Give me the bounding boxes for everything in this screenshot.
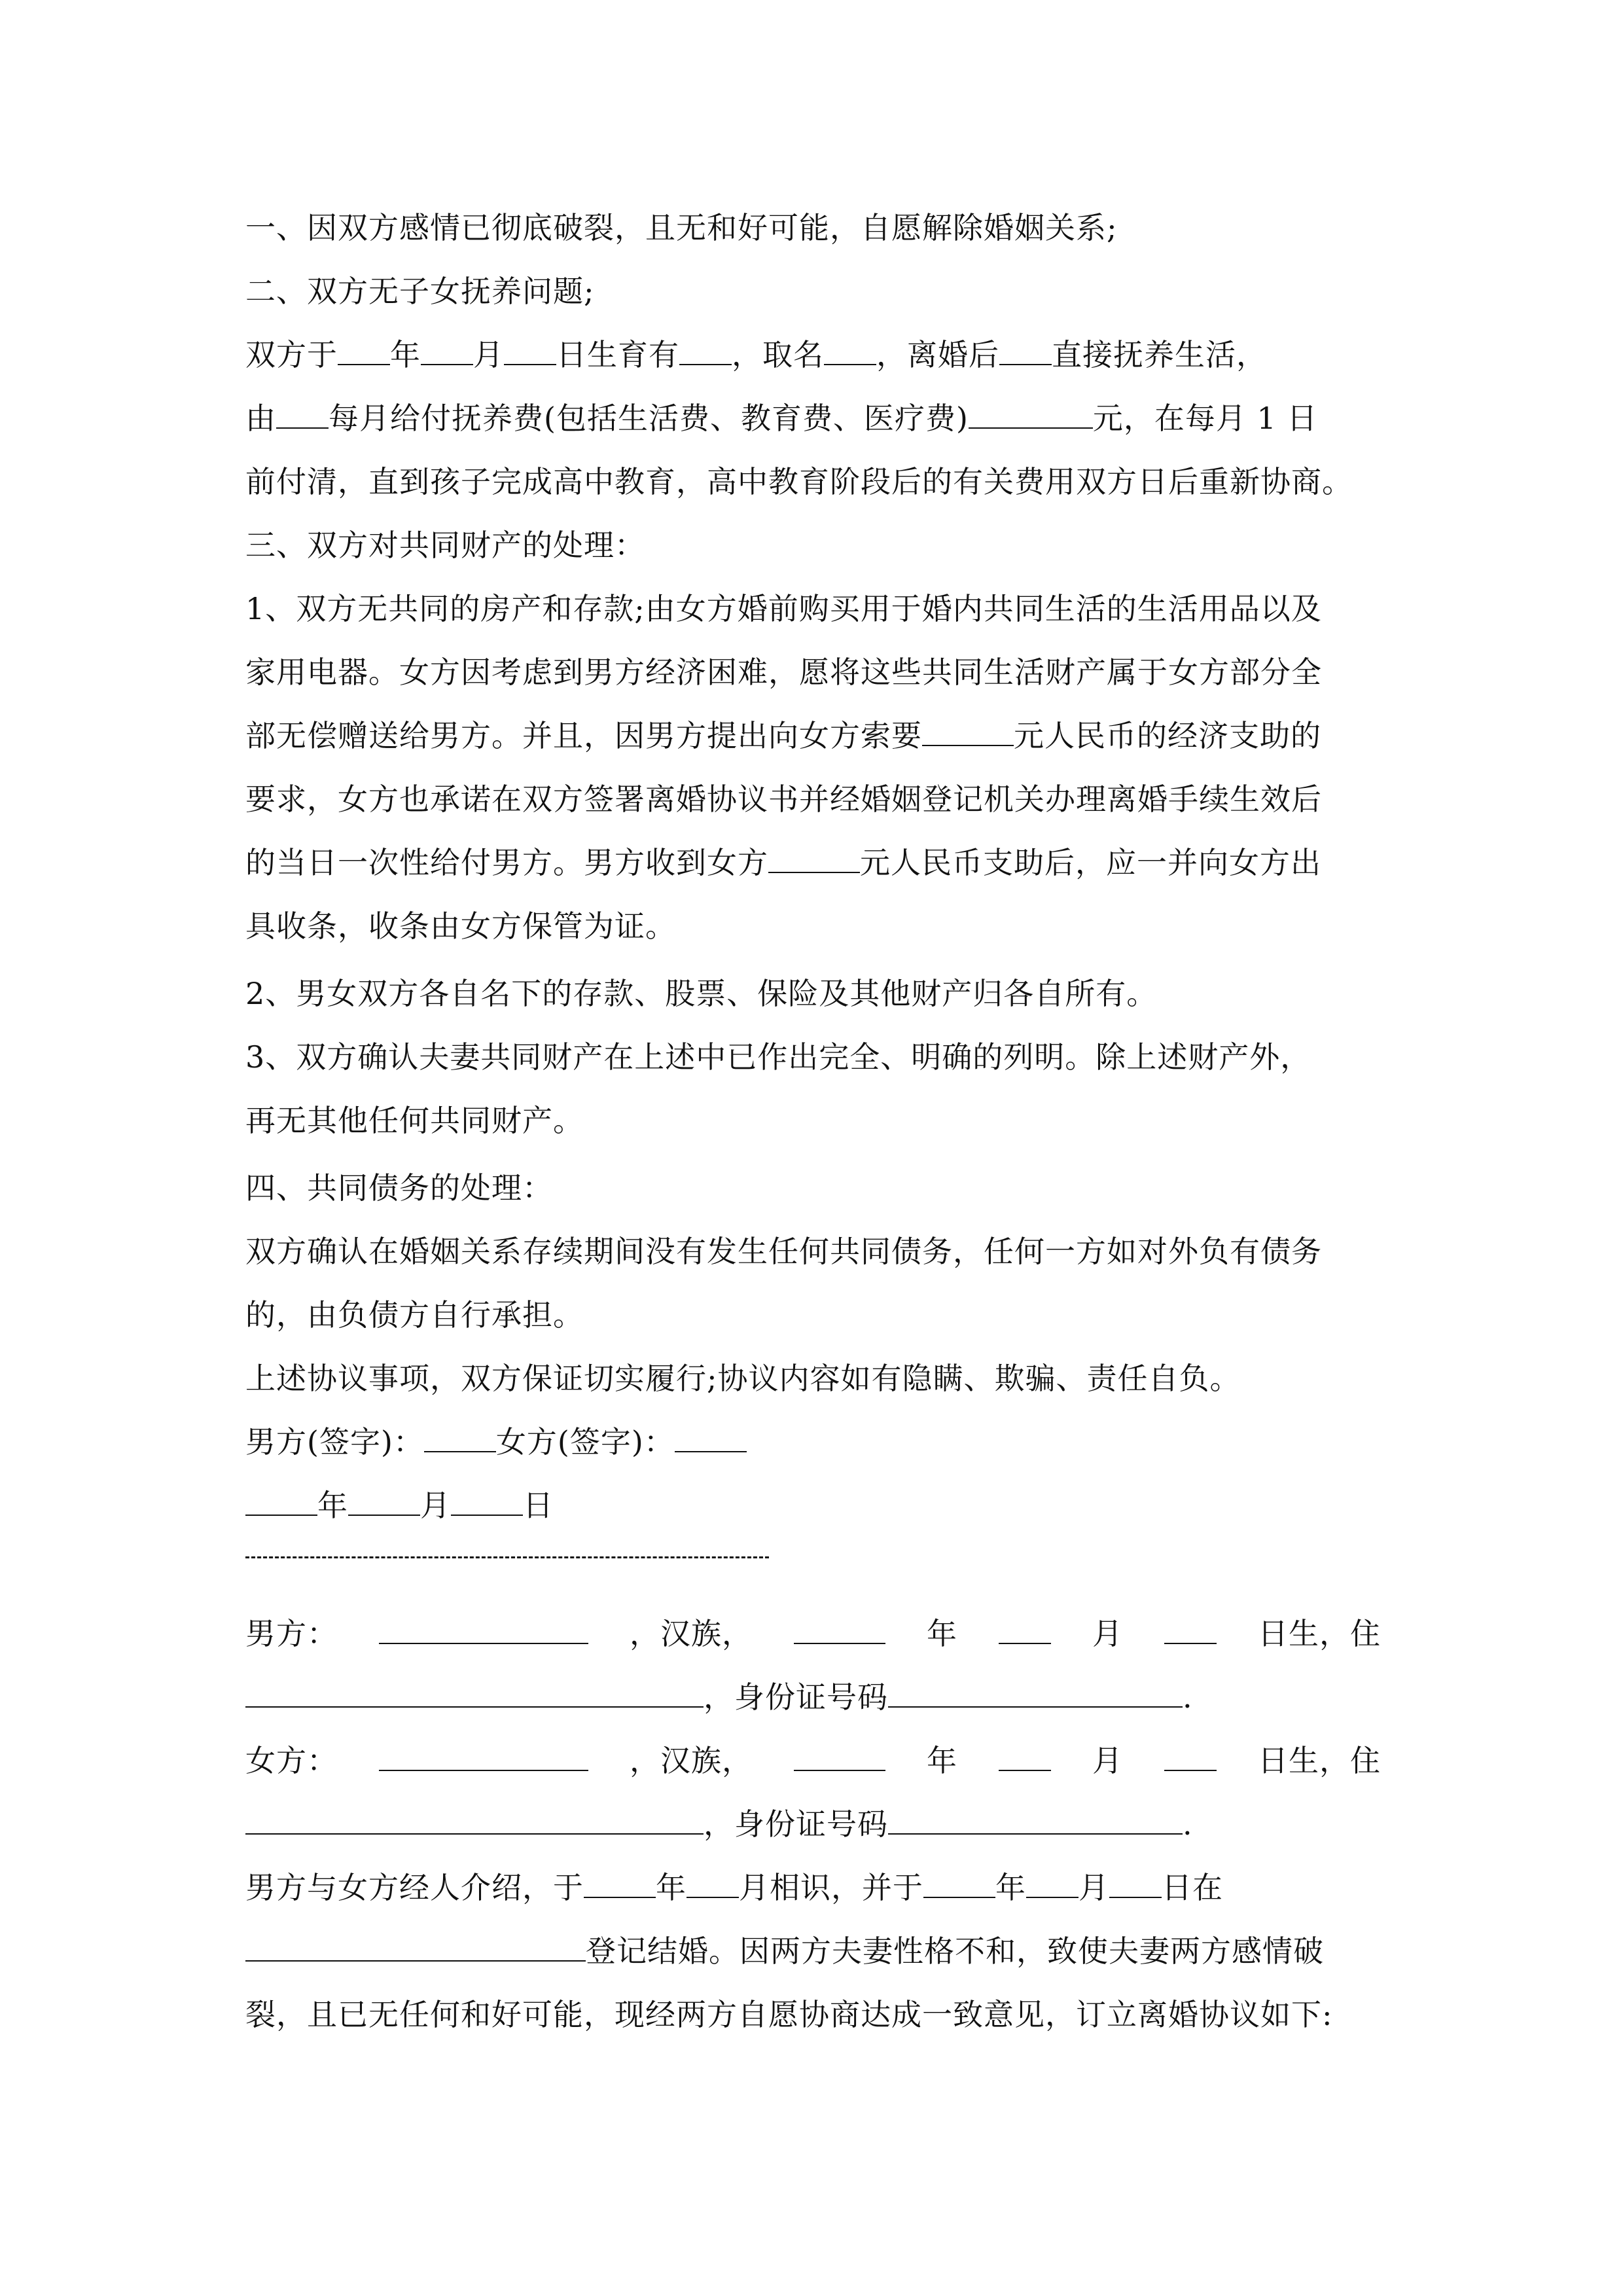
text: 月 <box>1092 1743 1123 1778</box>
text: ，身份证号码 <box>704 1679 888 1715</box>
blank-field[interactable] <box>504 335 556 365</box>
female-name-field[interactable] <box>379 1741 588 1771</box>
month-field[interactable] <box>348 1486 420 1516</box>
text: 部无偿赠送给男方。并且，因男方提出向女方索要 <box>245 718 922 753</box>
text: ，离婚后 <box>876 337 999 372</box>
text: 年 <box>317 1488 348 1523</box>
female-signature-field[interactable] <box>675 1422 747 1452</box>
text: ，汉族， <box>630 1743 753 1778</box>
male-signature-field[interactable] <box>424 1422 496 1452</box>
female-signature-label: 女方(签字)： <box>495 1424 675 1460</box>
text: 月 <box>473 337 504 372</box>
male-id-field[interactable] <box>888 1677 1183 1708</box>
child-support-line-1 <box>245 335 1381 374</box>
blank-field[interactable] <box>969 399 1093 429</box>
male-birth-day-field[interactable] <box>1164 1614 1217 1644</box>
clause-4-heading: 四、共同债务的处理： <box>245 1170 553 1206</box>
property-line-3 <box>245 716 1381 755</box>
text: 年 <box>927 1743 957 1778</box>
blank-field[interactable] <box>1026 1868 1079 1898</box>
property-line-4: 要求，女方也承诺在双方签署离婚协议书并经婚姻登记机关办理离婚手续生效后 <box>245 781 1322 817</box>
text: 男方： <box>245 1616 338 1651</box>
blank-field[interactable] <box>687 1868 739 1898</box>
text: 女方： <box>245 1743 338 1778</box>
text: 由 <box>245 401 276 436</box>
text: 月 <box>420 1488 451 1523</box>
text: 元人民币的经济支助的 <box>1014 718 1321 753</box>
blank-field[interactable] <box>824 335 876 365</box>
male-birth-year-field[interactable] <box>794 1614 885 1644</box>
intro-line-2 <box>245 1931 1381 1971</box>
text: 月 <box>1092 1616 1123 1651</box>
female-party-line-2 <box>245 1804 1381 1844</box>
text: . <box>1183 1806 1193 1842</box>
property-line-5 <box>245 843 1381 882</box>
text: 男方与女方经人介绍，于 <box>245 1870 584 1905</box>
text: 年 <box>656 1870 687 1905</box>
signature-date-line <box>245 1486 1381 1525</box>
text: 双方于 <box>245 337 338 372</box>
property-line-1: 1、双方无共同的房产和存款;由女方婚前购买用于婚内共同生活的生活用品以及 <box>245 591 1322 626</box>
text: 日生，住 <box>1258 1743 1381 1778</box>
text: 年 <box>927 1616 957 1651</box>
text: 直接抚养生活， <box>1052 337 1267 372</box>
female-birth-year-field[interactable] <box>794 1741 885 1771</box>
intro-line-3: 裂，且已无任何和好可能，现经两方自愿协商达成一致意见，订立离婚协议如下: <box>245 1997 1333 2032</box>
male-birth-month-field[interactable] <box>999 1614 1051 1644</box>
debt-line-2: 的，由负债方自行承担。 <box>245 1297 584 1333</box>
blank-field[interactable] <box>584 1868 656 1898</box>
intro-line-1 <box>245 1868 1381 1907</box>
male-party-line-1 <box>245 1614 1381 1653</box>
property-line-6: 具收条，收条由女方保管为证。 <box>245 908 676 944</box>
registration-place-field[interactable] <box>245 1931 586 1962</box>
text: 日在 <box>1162 1870 1223 1905</box>
text: 日 <box>523 1488 554 1523</box>
text: 元，在每月 1 日 <box>1092 401 1318 436</box>
female-birth-month-field[interactable] <box>999 1741 1051 1771</box>
blank-field[interactable] <box>999 335 1052 365</box>
blank-field[interactable] <box>1109 1868 1162 1898</box>
text: ，取名 <box>732 337 824 372</box>
property-line-2: 家用电器。女方因考虑到男方经济困难，愿将这些共同生活财产属于女方部分全 <box>245 655 1322 690</box>
text: 日生育有 <box>556 337 679 372</box>
female-id-field[interactable] <box>888 1804 1183 1835</box>
female-party-line-1 <box>245 1741 1381 1780</box>
commitment-line: 上述协议事项，双方保证切实履行;协议内容如有隐瞒、欺骗、责任自负。 <box>245 1361 1241 1396</box>
blank-field[interactable] <box>768 843 860 873</box>
separator-line <box>245 1556 769 1558</box>
blank-field[interactable] <box>338 335 390 365</box>
blank-field[interactable] <box>421 335 473 365</box>
blank-field[interactable] <box>276 399 329 429</box>
debt-line-1: 双方确认在婚姻关系存续期间没有发生任何共同债务，任何一方如对外负有债务 <box>245 1234 1322 1269</box>
child-support-line-2 <box>245 399 1381 438</box>
text: 月 <box>1079 1870 1109 1905</box>
year-field[interactable] <box>245 1486 317 1516</box>
text: 月相识，并于 <box>739 1870 923 1905</box>
text: 元人民币支助后，应一并向女方出 <box>860 845 1321 880</box>
signature-line <box>245 1422 1381 1462</box>
male-address-field[interactable] <box>245 1677 704 1708</box>
text: 登记结婚。因两方夫妻性格不和，致使夫妻两方感情破 <box>586 1933 1324 1969</box>
blank-field[interactable] <box>922 716 1014 746</box>
female-birth-day-field[interactable] <box>1164 1741 1217 1771</box>
property-clause-3-line-2: 再无其他任何共同财产。 <box>245 1103 584 1138</box>
day-field[interactable] <box>451 1486 523 1516</box>
blank-field[interactable] <box>679 335 732 365</box>
clause-3-heading: 三、双方对共同财产的处理： <box>245 528 645 563</box>
text: 年 <box>995 1870 1026 1905</box>
clause-1: 一、因双方感情已彻底破裂，且无和好可能，自愿解除婚姻关系; <box>245 210 1118 245</box>
female-address-field[interactable] <box>245 1804 704 1835</box>
clause-2-heading: 二、双方无子女抚养问题; <box>245 274 595 309</box>
text: ，汉族， <box>630 1616 753 1651</box>
text: 年 <box>390 337 421 372</box>
child-support-line-3: 前付清，直到孩子完成高中教育，高中教育阶段后的有关费用双方日后重新协商。 <box>245 464 1353 499</box>
text: 每月给付抚养费(包括生活费、教育费、医疗费) <box>329 401 969 436</box>
text: 的当日一次性给付男方。男方收到女方 <box>245 845 768 880</box>
text: ，身份证号码 <box>704 1806 888 1842</box>
property-clause-3-line-1: 3、双方确认夫妻共同财产在上述中已作出完全、明确的列明。除上述财产外， <box>245 1039 1311 1075</box>
property-clause-2: 2、男女双方各自名下的存款、股票、保险及其他财产归各自所有。 <box>245 976 1158 1011</box>
male-signature-label: 男方(签字)： <box>245 1424 424 1460</box>
blank-field[interactable] <box>923 1868 995 1898</box>
text: . <box>1183 1679 1193 1715</box>
text: 日生，住 <box>1258 1616 1381 1651</box>
male-name-field[interactable] <box>379 1614 588 1644</box>
male-party-line-2 <box>245 1677 1381 1717</box>
